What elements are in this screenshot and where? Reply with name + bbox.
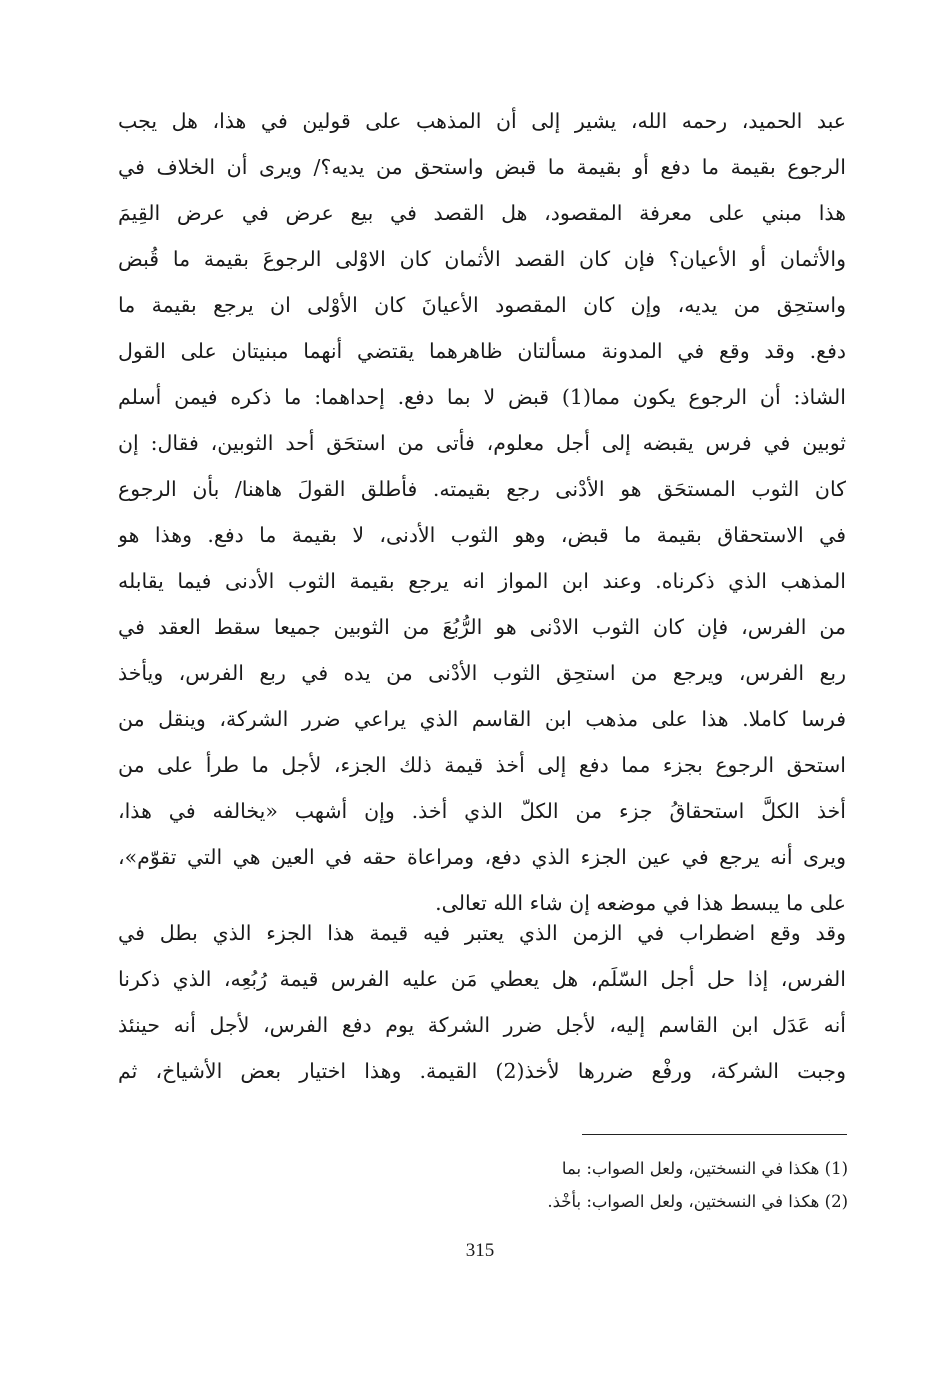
text-line: وجبت الشركة، ورفْع ضررها لأخذ(2) القيمة. وهذا اختيار بعض الأشياخ، ثم [118,1059,846,1083]
text-line: من الفرس، فإن كان الثوب الادْنى هو الرُّبُعَ من الثوبين جميعا سقط العقد في [118,615,846,639]
text-line: هذا مبني على معرفة المقصود، هل القصد في بيع عرض في عرض القِيمَ [118,201,846,225]
text-line: المذهب الذي ذكرناه. وعند ابن المواز انه يرجع بقيمة الثوب الأدنى فيما يقابله [118,569,846,593]
text-line: ويرى أنه يرجع في عين الجزء الذي دفع، ومراعاة حقه في العين هي التي تقوّم»، [118,845,846,869]
text-line: ثوبين في فرس يقبضه إلى أجل معلوم، فأتى من استحَق أحد الثوبين، فقال: إن [118,431,846,455]
text-line: في الاستحقاق بقيمة ما قبض، وهو الثوب الأدنى، لا بقيمة ما دفع. وهذا هو [118,523,846,547]
text-line: أخذ الكلَّ استحقاقُ جزء من الكلّ الذي أخذ. وإن أشهب «يخالفه في هذا، [118,799,846,823]
text-line: على ما يبسط هذا في موضعه إن شاء الله تعالى. [435,891,846,915]
text-line: كان الثوب المستحَق هو الأدْنى رجع بقيمته. فأطلق القولَ هاهنا/ بأن الرجوع [118,477,846,501]
text-line: فرسا كاملا. هذا على مذهب ابن القاسم الذي يراعي ضرر الشركة، وينقل من [118,707,846,731]
text-line: عبد الحميد، رحمه الله، يشير إلى أن المذهب على قولين في هذا، هل يجب [118,109,846,133]
text-line: دفع. وقد وقع في المدونة مسألتان ظاهرهما يقتضي أنهما مبنيتان على القول [118,339,846,363]
text-line: والأثمان أو الأعيان؟ فإن كان القصد الأثمان كان الاوْلى الرجوعَ بقيمة ما قُبض [118,247,846,271]
footnotes [300,1152,848,1218]
text-line: الرجوع بقيمة ما دفع أو بقيمة ما قبض واستحق من يديه؟/ ويرى أن الخلاف في [118,155,846,179]
paragraph-1 [118,98,846,926]
page-number: 315 [465,1240,495,1261]
text-line: واستحِق من يديه، وإن كان المقصود الأعيانَ كان الأوْلى ان يرجع بقيمة ما [118,293,846,317]
text-line: أنه عَدَل ابن القاسم إليه، لأجل ضرر الشركة يوم دفع الفرس، لأجل أنه حينئذ [118,1013,846,1037]
footnote-2: (2) هكذا في النسختين، ولعل الصواب: بأخْذ. [547,1192,848,1211]
footnote-1: (1) هكذا في النسختين، ولعل الصواب: بما [561,1159,848,1178]
text-line: الفرس، إذا حل أجل السّلَم، هل يعطي مَن عليه الفرس قيمة رُبُعِه، الذي ذكرنا [118,967,846,991]
paragraph-2 [118,910,846,1094]
text-line: الشاذ: أن الرجوع يكون مما(1) قبض لا بما دفع. إحداهما: ما ذكره فيمن أسلم [118,385,846,409]
footnote-separator [582,1134,847,1135]
text-line: ربع الفرس، ويرجع من استحِق الثوب الأدْنى من يده في ربع الفرس، ويأخذ [118,661,846,685]
text-line: وقد وقع اضطراب في الزمن الذي يعتبر فيه قيمة هذا الجزء الذي بطل في [118,921,846,945]
text-line: استحق الرجوع بجزء مما دفع إلى أخذ قيمة ذلك الجزء، لأجل ما طرأ على من [118,753,846,777]
